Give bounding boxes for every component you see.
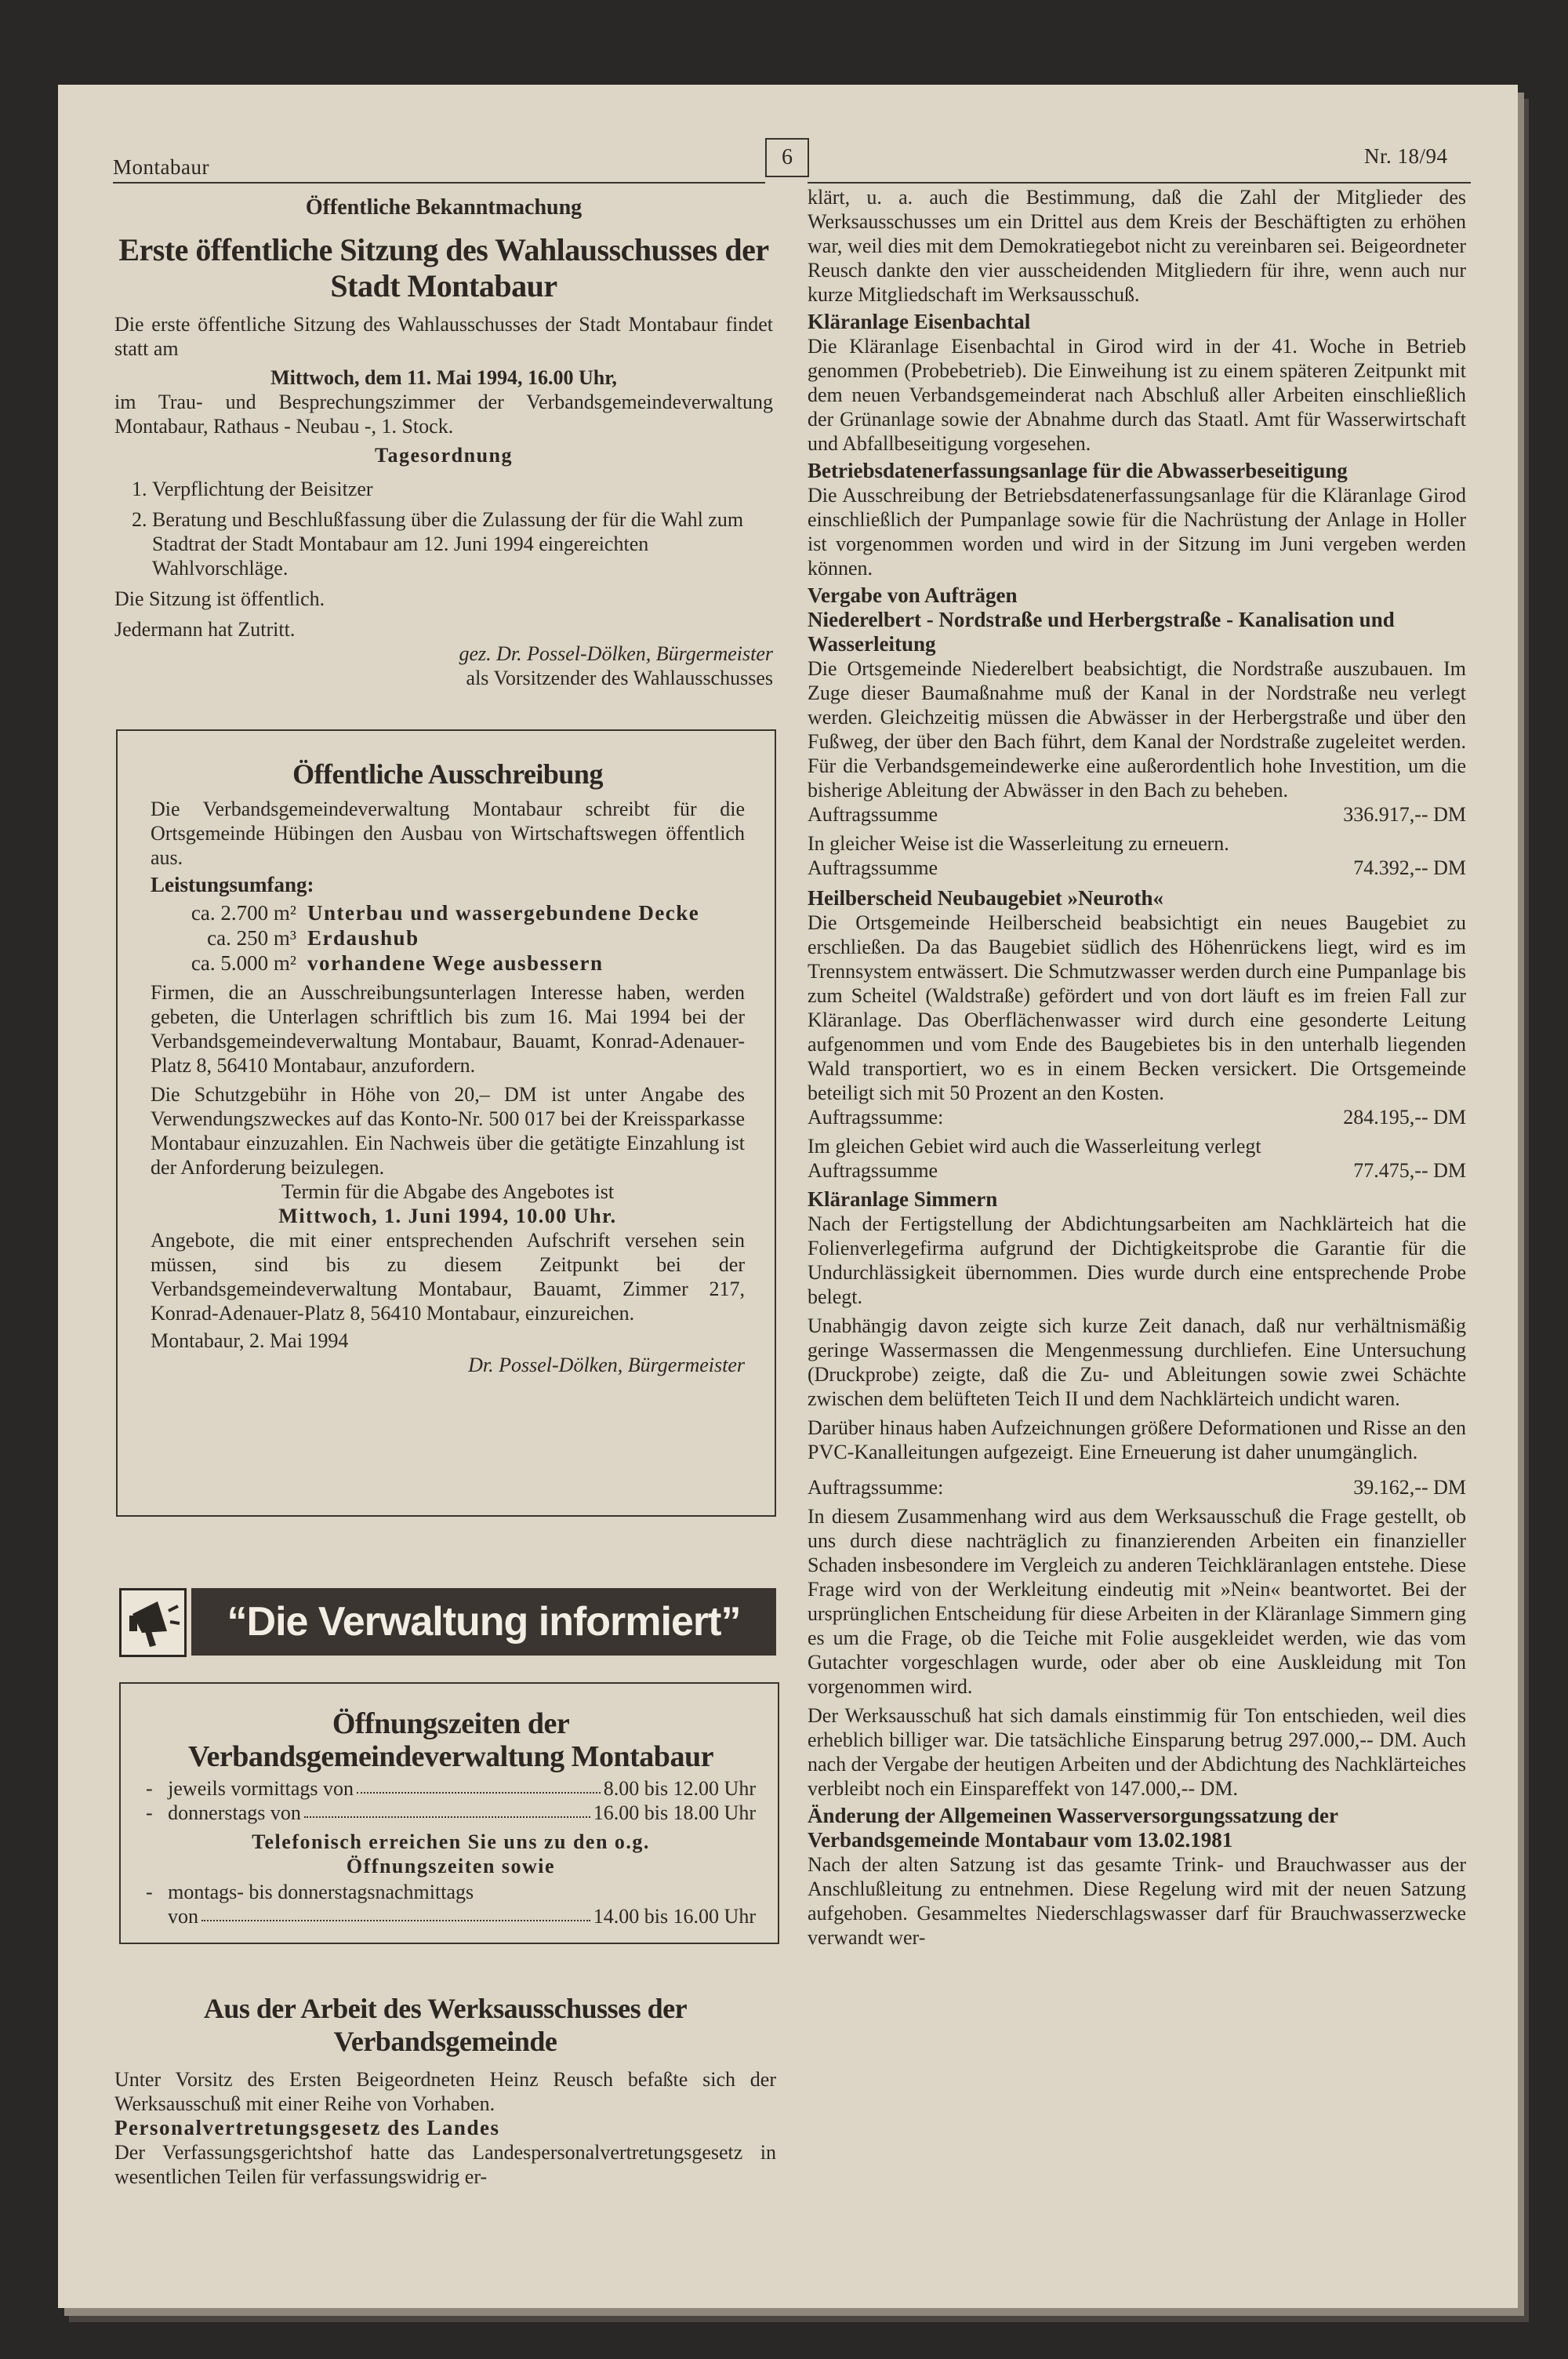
section-heading: Heilberscheid Neubaugebiet »Neuroth« <box>808 886 1163 910</box>
megaphone-icon <box>119 1588 187 1657</box>
hours-title: Öffnungszeiten der Verbandsgemeindeverwaltung Montabaur <box>188 1707 713 1773</box>
article-paragraph: Nach der alten Satzung ist das gesamte Trink- und Brauchwasser aus der Anschlußleitung zu entnehmen. Diese Regelung wird mit der neuen Satzung aufgehoben. Gesammeltes Niederschlagswasser darf für Brauchwasserzwecke verwandt wer- <box>808 1853 1466 1949</box>
hours-label: jeweils vormittags von <box>168 1777 354 1800</box>
running-head-left: Montabaur <box>113 155 209 179</box>
scope-desc: Erdaushub <box>307 926 419 950</box>
tender-paragraph: Angebote, die mit einer entsprechenden Aufschrift versehen sein müssen, sind bis zu diesem Zeitpunkt bei der Verbandsgemeindeverwaltung Montabaur, Bauamt, Zimmer 217, Konrad-Adenauer-Platz 8, 56410 Montabaur, einzureichen. <box>151 1229 745 1325</box>
amount-label: Auftragssumme <box>808 856 938 879</box>
hours-value: 14.00 bis 16.00 Uhr <box>593 1905 756 1928</box>
amount-row <box>808 1475 1466 1499</box>
section-heading: Änderung der Allgemeinen Wasserversorgungssatzung der Verbandsgemeinde Montabaur vom 13.02.1981 <box>808 1804 1338 1852</box>
notice-intro: Die erste öffentliche Sitzung des Wahlausschusses der Stadt Montabaur findet statt am <box>114 313 773 360</box>
banner-title: “Die Verwaltung informiert” <box>191 1588 776 1656</box>
page-number: 6 <box>765 138 809 177</box>
amount-label: Auftragssumme <box>808 803 938 826</box>
article-paragraph: Die Ausschreibung der Betriebsdatenerfassungsanlage für die Kläranlage Girod einschließlich der Pumpanlage sowie für die Nachrüstung der Anlage in Holler ist vorgenommen worden und wird in der Sitzung im Juni vergeben werden können. <box>808 484 1466 580</box>
notice-access: Jedermann hat Zutritt. <box>114 618 296 641</box>
header-rule-right <box>808 182 1471 184</box>
section-heading: Kläranlage Eisenbachtal <box>808 310 1031 333</box>
agenda-item: 2. Beratung und Beschlußfassung über die Zulassung der für die Wahl zum Stadtrat der Stadt Montabaur am 12. Juni 1994 eingereichten Wahlvorschläge. <box>152 507 773 580</box>
tender-box <box>116 729 776 1517</box>
article-paragraph: Die Kläranlage Eisenbachtal in Girod wird in der 41. Woche in Betrieb genommen (Probebetrieb). Die Einweihung ist zu einem späteren Zeitpunkt mit dem neuen Verbandsgemeinderat nach Abschluß aller Arbeiten einschließlich der Grünanlage sowie der Abnahme durch das Staatl. Amt für Wasserwirtschaft und Abfallbeseitigung vorgesehen. <box>808 335 1466 455</box>
notice-location: im Trau- und Besprechungszimmer der Verbandsgemeindeverwaltung Montabaur, Rathaus - Neubau -, 1. Stock. <box>114 391 773 438</box>
section-heading: Betriebsdatenerfassungsanlage für die Abwasserbeseitigung <box>808 459 1348 482</box>
amount-row <box>808 1158 1466 1183</box>
article-paragraph: In diesem Zusammenhang wird aus dem Werksausschuß die Frage gestellt, ob uns durch diese nachträglich zu finanzierenden Arbeiten ein finanzieller Schaden insbesondere im Vergleich zu anderen Teichkläranlagen entstehe. Diese Frage wird von der Werkleitung eindeutig mit »Nein« beantwortet. Bei der ursprünglichen Entscheidung für diese Arbeiten in der Kläranlage Simmern ging es um die Frage, ob die Teiche mit Folie ausgekleidet werden, wie das vom Gutachter vorgeschlagen wurde, oder aber ob eine Auskleidung mit Ton vorgenommen wird. <box>808 1505 1466 1698</box>
amount-value: 336.917,-- DM <box>1343 803 1466 826</box>
phone-title: Telefonisch erreichen Sie uns zu den o.g. Öffnungszeiten sowie <box>252 1830 650 1877</box>
notice-kicker: Öffentliche Bekanntmachung <box>305 195 583 220</box>
notice-title: Erste öffentliche Sitzung des Wahlausschusses der Stadt Montabaur <box>118 232 769 304</box>
tender-deadline-label: Termin für die Abgabe des Angebotes ist <box>281 1180 615 1203</box>
article-paragraph: klärt, u. a. auch die Bestimmung, daß die Zahl der Mitglieder des Werksausschusses um ein Drittel aus dem Kreis der Beschäftigten zu erhöhen war, weil dies mit dem Demokratiegebot nicht zu vereinbaren sei. Beigeordneter Reusch dankte den vier ausscheidenden Mitgliedern für ihre, wenn auch nur kurze Mitgliedschaft im Werksausschuß. <box>808 186 1466 306</box>
office-hours-box <box>119 1682 779 1944</box>
amount-row <box>808 856 1466 880</box>
notice-date: Mittwoch, dem 11. Mai 1994, 16.00 Uhr, <box>270 366 617 389</box>
hours-label: donnerstags von <box>168 1801 301 1824</box>
scope-desc: Unterbau und wassergebundene Decke <box>307 901 700 925</box>
amount-label: Auftragssumme <box>808 1159 938 1182</box>
notice-public: Die Sitzung ist öffentlich. <box>114 587 325 610</box>
scope-qty: ca. 5.000 m² <box>191 951 296 975</box>
agenda-item: 1. Verpflichtung der Beisitzer <box>152 477 773 501</box>
tender-title: Öffentliche Ausschreibung <box>292 758 603 790</box>
tender-deadline: Mittwoch, 1. Juni 1994, 10.00 Uhr. <box>278 1205 617 1227</box>
tender-paragraph: Die Schutzgebühr in Höhe von 20,– DM ist unter Angabe des Verwendungszweckes auf das Konto-Nr. 500 017 bei der Kreissparkasse Montabaur einzuzahlen. Ein Nachweis über die getätigte Einzahlung ist der Anforderung beizulegen. <box>151 1083 745 1179</box>
hours-extra-from: von <box>168 1905 198 1928</box>
works-title: Aus der Arbeit des Werksausschusses der Verbandsgemeinde <box>203 1993 688 2057</box>
article-paragraph: Darüber hinaus haben Aufzeichnungen größere Deformationen und Risse an den PVC-Kanalleitungen aufgezeigt. Eine Erneuerung ist daher unumgänglich. <box>808 1416 1466 1463</box>
amount-value: 284.195,-- DM <box>1343 1106 1466 1129</box>
running-head-right: Nr. 18/94 <box>1364 144 1448 168</box>
section-heading: Vergabe von Aufträgen <box>808 583 1018 607</box>
article-paragraph: Der Werksausschuß hat sich damals einstimmig für Ton entschieden, weil dies erheblich billiger war. Die tatsächliche Einsparung betrug 297.000,-- DM. Auch nach der Vergabe der heutigen Arbeiten und der Abdichtung des Nachklärteiches verbleibt noch ein Einspareffekt von 147.000,-- DM. <box>808 1704 1466 1800</box>
article-paragraph: Unabhängig davon zeigte sich kurze Zeit danach, daß nur verhältnismäßig geringe Wassermassen die Mengenmessung durchliefen. Eine Untersuchung (Druckprobe) zeigte, daß die Zu- und Ableitungen sowie zwei Schächte zwischen dem belüfteten Teich II und dem Nachklärteich undicht waren. <box>808 1314 1466 1410</box>
works-article <box>114 1992 776 2189</box>
hours-value: 16.00 bis 18.00 Uhr <box>593 1801 756 1824</box>
tender-intro: Die Verbandsgemeindeverwaltung Montabaur schreibt für die Ortsgemeinde Hübingen den Ausbau von Wirtschaftswegen öffentlich aus. <box>151 798 745 869</box>
agenda-title: Tagesordnung <box>375 444 513 467</box>
article-paragraph: Im gleichen Gebiet wird auch die Wasserleitung verlegt <box>808 1135 1261 1158</box>
public-notice <box>114 194 773 690</box>
notice-signature: gez. Dr. Possel-Dölken, Bürgermeister <box>459 642 773 665</box>
works-subhead: Personalvertretungsgesetz des Landes <box>114 2116 500 2139</box>
amount-value: 39.162,-- DM <box>1353 1476 1466 1499</box>
article-paragraph: Die Ortsgemeinde Heilberscheid beabsichtigt ein neues Baugebiet zu erschließen. Da das Baugebiet südlich des Höhenrückens liegt, wird es im Trennsystem entwässert. Die Schmutzwasser werden durch eine Pumpanlage bis zum Scheitel (Waldstraße) gefördert und von dort läuft es im freien Fall zur Kläranlage. Das Oberflächenwasser wird durch eine gesonderte Leitung aufgenommen und vom Ende des Baugebietes bis in den unterhalb liegenden Wald transportiert, wo es in einem Becken versickert. Die Ortsgemeinde beteiligt sich mit 50 Prozent an den Kosten. <box>808 911 1466 1104</box>
scope-table <box>151 900 745 976</box>
scope-desc: vorhandene Wege ausbessern <box>307 951 604 975</box>
header-rule-left <box>113 182 765 184</box>
hours-extra-label: montags- bis donnerstagsnachmittags <box>168 1881 474 1903</box>
scope-qty: ca. 250 m³ <box>207 926 296 950</box>
tender-place-date: Montabaur, 2. Mai 1994 <box>151 1329 349 1352</box>
hours-extra-label-row: - montags- bis donnerstagsnachmittags <box>146 1881 474 1903</box>
works-intro: Unter Vorsitz des Ersten Beigeordneten Heinz Reusch befaßte sich der Werksausschuß mit einer Reihe von Vorhaben. <box>114 2068 776 2115</box>
amount-value: 74.392,-- DM <box>1353 856 1466 879</box>
right-column <box>808 185 1466 1950</box>
amount-row <box>808 1105 1466 1129</box>
article-paragraph: In gleicher Weise ist die Wasserleitung zu erneuern. <box>808 832 1229 855</box>
section-heading: Niederelbert - Nordstraße und Herbergstraße - Kanalisation und Wasserleitung <box>808 608 1395 656</box>
hours-row: - jeweils vormittags von 8.00 bis 12.00 Uhr <box>146 1777 756 1800</box>
agenda-list <box>114 477 773 580</box>
tender-paragraph: Firmen, die an Ausschreibungsunterlagen Interesse haben, werden gebeten, die Unterlagen schriftlich bis zum 16. Mai 1994 bei der Verbandsgemeindeverwaltung Montabaur, Bauamt, Konrad-Adenauer-Platz 8, 56410 Montabaur, anzufordern. <box>151 981 745 1077</box>
hours-value: 8.00 bis 12.00 Uhr <box>603 1777 756 1800</box>
notice-signature-role: als Vorsitzender des Wahlausschusses <box>466 667 773 689</box>
amount-value: 77.475,-- DM <box>1353 1159 1466 1182</box>
tender-signature: Dr. Possel-Dölken, Bürgermeister <box>468 1354 745 1376</box>
article-paragraph: Die Ortsgemeinde Niederelbert beabsichtigt, die Nordstraße auszubauen. Im Zuge dieser Baumaßnahme muß der Kanal in der Nordstraße neu verlegt werden. Gleichzeitig müssen die Abwässer in der Herbergstraße und über den Fußweg, der über den Bach führt, dem Kanal der Nordstraße zugeleitet werden. Für die Verbandsgemeindewerke eine außerordentlich hohe Investition, um die bisherige Ableitung der Abwässer in den Bach zu beheben. <box>808 657 1466 801</box>
amount-label: Auftragssumme: <box>808 1106 944 1129</box>
scope-label: Leistungsumfang: <box>151 873 314 896</box>
hours-row <box>146 1904 756 1928</box>
article-paragraph: Nach der Fertigstellung der Abdichtungsarbeiten am Nachklärteich hat die Folienverlegefirma aufgrund der Dichtigkeitsprobe die Garantie für die Undurchlässigkeit übernommen. Dies wurde durch eine entsprechende Probe belegt. <box>808 1212 1466 1308</box>
scope-qty: ca. 2.700 m² <box>191 901 296 925</box>
info-banner <box>119 1588 776 1656</box>
section-heading: Kläranlage Simmern <box>808 1187 998 1211</box>
amount-row <box>808 802 1466 827</box>
hours-row: - donnerstags von 16.00 bis 18.00 Uhr <box>146 1801 756 1824</box>
works-paragraph: Der Verfassungsgerichtshof hatte das Landespersonalvertretungsgesetz in wesentlichen Teilen für verfassungswidrig er- <box>114 2141 776 2188</box>
amount-label: Auftragssumme: <box>808 1476 944 1499</box>
